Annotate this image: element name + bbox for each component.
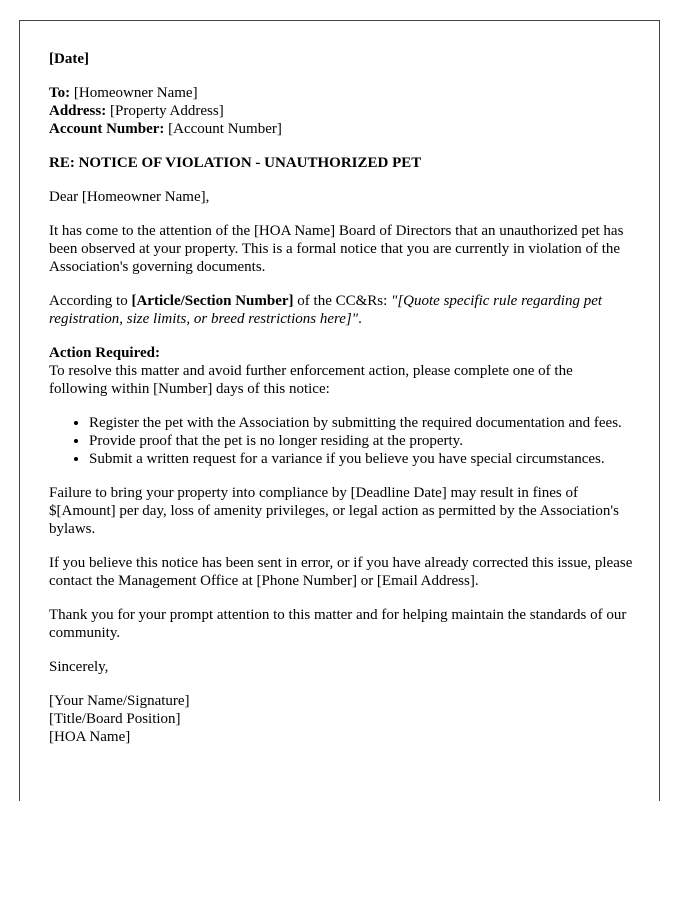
letter-content	[49, 50, 634, 762]
rule-article: [Article/Section Number]	[131, 293, 294, 309]
signature-org: [HOA Name]	[49, 729, 131, 745]
to-label: To:	[49, 85, 71, 101]
intro-paragraph: It has come to the attention of the [HOA Name] Board of Directors that an unauthorized pet has been observed at your property. This is a formal notice that you are currently in violation of the Association's governing documents.	[49, 223, 624, 275]
to-value: [Homeowner Name]	[73, 85, 198, 101]
account-value: [Account Number]	[168, 121, 282, 137]
action-item-proof: • Provide proof that the pet is no longer residing at the property.	[89, 432, 634, 450]
contact-paragraph: If you believe this notice has been sent in error, or if you have already corrected this issue, please contact the Management Office at [Phone Number] or [Email Address].	[49, 555, 633, 589]
closing: Sincerely,	[49, 659, 109, 675]
account-line	[49, 120, 634, 138]
action-text: To resolve this matter and avoid further enforcement action, please complete one of the following within [Number] days of this notice:	[49, 363, 573, 397]
rule-paragraph	[49, 292, 634, 328]
date-label: [Date]	[49, 51, 89, 67]
rule-quote: "[Quote specific rule regarding pet registration, size limits, or breed restrictions here]"	[49, 293, 603, 327]
account-label: Account Number:	[49, 121, 165, 137]
action-block	[49, 344, 634, 398]
action-item-register: • Register the pet with the Association by submitting the required documentation and fees.	[89, 414, 634, 432]
rule-suffix: .	[358, 311, 362, 327]
recipient-block	[49, 84, 634, 138]
consequence-paragraph: Failure to bring your property into compliance by [Deadline Date] may result in fines of $[Amount] per day, loss of amenity privileges, or legal action as permitted by the Association's bylaws.	[49, 485, 619, 537]
date-line	[49, 50, 634, 68]
action-item-variance: • Submit a written request for a variance if you believe you have special circumstances.	[89, 450, 634, 468]
subject-line: RE: NOTICE OF VIOLATION - UNAUTHORIZED PET	[49, 155, 422, 171]
signature-name: [Your Name/Signature]	[49, 693, 190, 709]
rule-middle: of the CC&Rs:	[293, 293, 392, 309]
thanks-paragraph: Thank you for your prompt attention to this matter and for helping maintain the standards of our community.	[49, 607, 627, 641]
action-heading: Action Required:	[49, 345, 160, 361]
address-label: Address:	[49, 103, 107, 119]
action-list	[49, 414, 634, 468]
address-line	[49, 102, 634, 120]
signature-block	[49, 692, 634, 746]
rule-prefix: According to	[49, 293, 132, 309]
salutation: Dear [Homeowner Name],	[49, 189, 210, 205]
letter-page	[19, 20, 660, 801]
to-line	[49, 84, 634, 102]
signature-title: [Title/Board Position]	[49, 711, 181, 727]
address-value: [Property Address]	[109, 103, 224, 119]
